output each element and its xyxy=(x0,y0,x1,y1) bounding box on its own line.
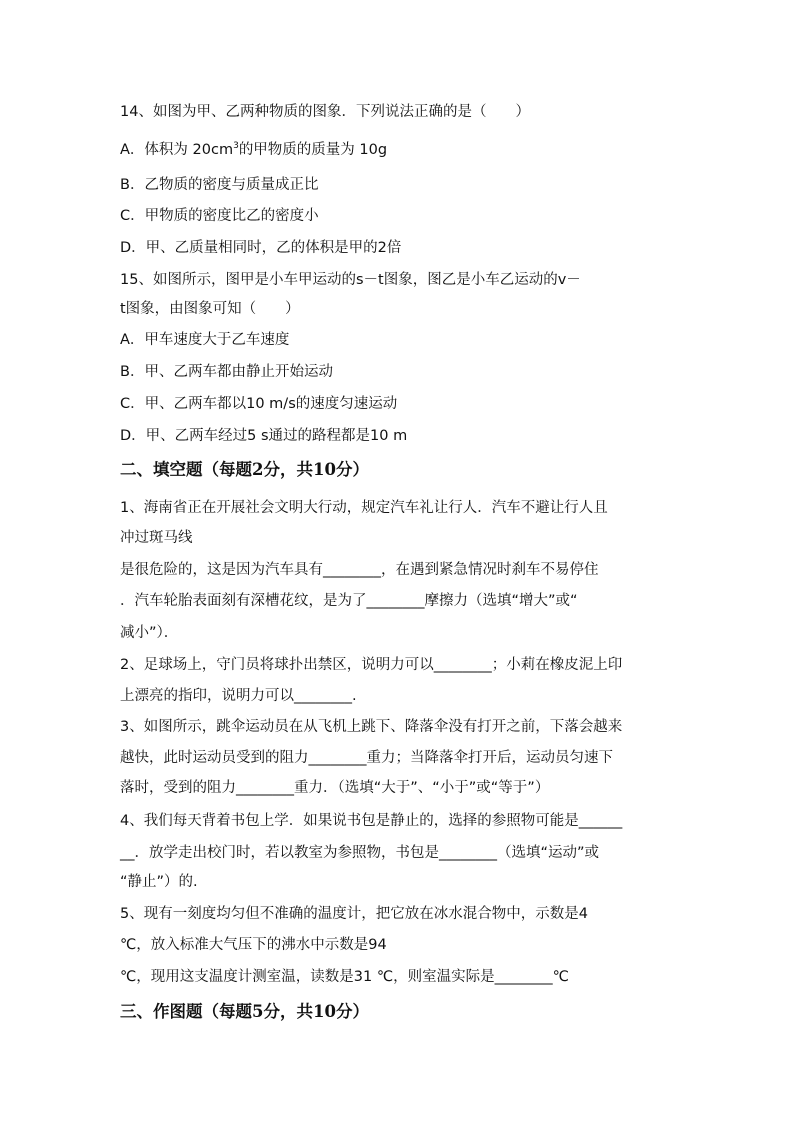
q14-option-c: C．甲物质的密度比乙的密度小 xyxy=(120,208,319,224)
fill3-line3: 落时，受到的阻力________重力．（选填“大于”、“小于”或“等于”） xyxy=(120,780,550,796)
fill1-line3: 是很危险的，这是因为汽车具有________，在遇到紧急情况时刹车不易停住 xyxy=(120,562,599,578)
section3-title: 三、作图题（每题5分，共10分） xyxy=(120,1002,369,1021)
q14-option-a-prefix: A．体积为 20cm xyxy=(120,142,234,158)
fill5-line3: ℃，现用这支温度计测室温，读数是31 ℃，则室温实际是________℃ xyxy=(120,969,569,985)
fill4-line2: __．放学走出校门时，若以教室为参照物，书包是________（选填“运动”或 xyxy=(120,845,600,861)
q14-option-b: B．乙物质的密度与质量成正比 xyxy=(120,177,319,193)
fill4-line3: “静止”）的. xyxy=(120,874,198,890)
fill1-line2: 冲过斑马线 xyxy=(120,530,193,546)
fill1-line4: ．汽车轮胎表面刻有深槽花纹，是为了________摩擦力（选填“增大”或“ xyxy=(120,593,578,609)
fill5-line1: 5、现有一刻度均匀但不准确的温度计，把它放在冰水混合物中，示数是4 xyxy=(120,906,588,922)
q15-option-b: B．甲、乙两车都由静止开始运动 xyxy=(120,364,333,380)
fill1-line5: 减小”）． xyxy=(120,625,179,641)
fill2-line2: 上漂亮的指印，说明力可以________. xyxy=(120,688,357,704)
fill5-line2: ℃，放入标准大气压下的沸水中示数是94 xyxy=(120,937,387,953)
fill3-line2: 越快，此时运动员受到的阻力________重力；当降落伞打开后，运动员匀速下 xyxy=(120,750,613,766)
q14-option-a-superscript: 3 xyxy=(233,141,239,152)
fill1-line1: 1、海南省正在开展社会文明大行动，规定汽车礼让行人．汽车不避让行人且 xyxy=(120,500,608,516)
q15-option-d: D．甲、乙两车经过5 s通过的路程都是10 m xyxy=(120,428,408,444)
q14-stem: 14、如图为甲、乙两种物质的图象．下列说法正确的是（ ） xyxy=(120,104,530,120)
q14-option-d: D．甲、乙质量相同时，乙的体积是甲的2倍 xyxy=(120,240,402,256)
fill3-line1: 3、如图所示，跳伞运动员在从飞机上跳下、降落伞没有打开之前，下落会越来 xyxy=(120,719,623,735)
q14-option-a xyxy=(120,140,387,160)
q15-option-a: A．甲车速度大于乙车速度 xyxy=(120,332,290,348)
q15-stem-line2: t图象，由图象可知（ ） xyxy=(120,301,300,317)
fill2-line1: 2、足球场上，守门员将球扑出禁区，说明力可以________；小莉在橡皮泥上印 xyxy=(120,657,623,673)
q14-option-a-suffix: 的甲物质的质量为 10g xyxy=(238,142,388,158)
fill4-line1: 4、我们每天背着书包上学．如果说书包是静止的，选择的参照物可能是______ xyxy=(120,813,623,829)
q15-stem-line1: 15、如图所示，图甲是小车甲运动的s－t图象，图乙是小车乙运动的v－ xyxy=(120,272,581,288)
section2-title: 二、填空题（每题2分，共10分） xyxy=(120,460,369,479)
q15-option-c: C．甲、乙两车都以10 m/s的速度匀速运动 xyxy=(120,396,398,412)
